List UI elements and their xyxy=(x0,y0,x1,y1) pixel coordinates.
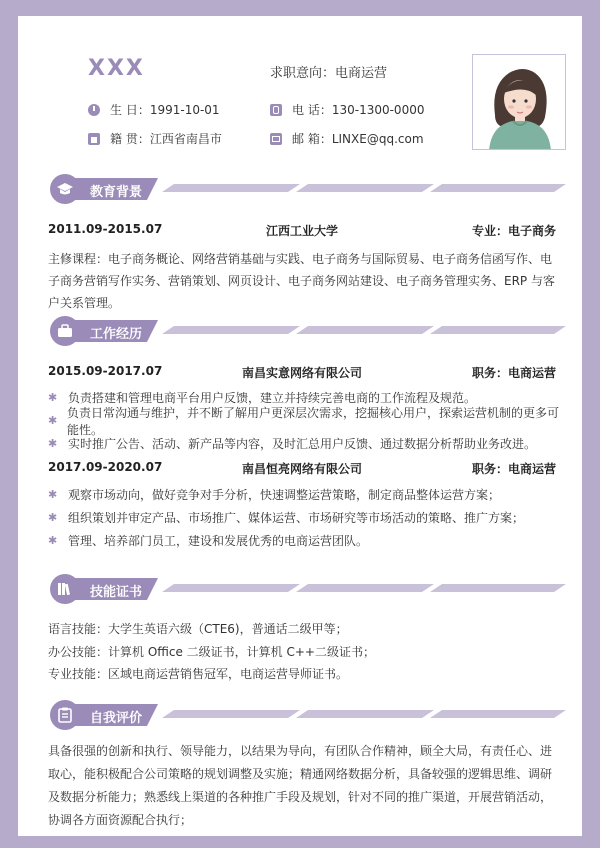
section-divider xyxy=(296,184,434,192)
section-divider xyxy=(296,326,434,334)
education-school: 江西工业大学 xyxy=(265,224,338,238)
native-label: 籍 贯： xyxy=(110,132,150,146)
job-company: 南昌实意网络有限公司 xyxy=(241,366,362,380)
list-item: ✱ 负责日常沟通与维护，并不断了解用户更深层次需求，挖掘核心用户，探索运营机制的更多可能性。 xyxy=(48,405,559,437)
books-icon xyxy=(57,582,73,596)
star-icon: ✱ xyxy=(48,391,58,404)
section-education-header xyxy=(0,174,600,200)
briefcase-icon xyxy=(57,324,73,338)
section-divider xyxy=(296,584,434,592)
native-value: 江西省南昌市 xyxy=(149,132,222,146)
email-row xyxy=(270,130,424,147)
phone-icon xyxy=(270,104,282,116)
section-self-header xyxy=(0,700,600,726)
home-icon xyxy=(88,133,100,145)
clipboard-icon xyxy=(58,707,72,723)
section-divider xyxy=(162,326,300,334)
section-icon-circle xyxy=(50,174,80,204)
section-title: 工作经历 xyxy=(90,327,143,342)
phone-value: 130-1300-0000 xyxy=(331,103,425,117)
star-icon: ✱ xyxy=(48,511,58,524)
job-role: 职务：电商运营 xyxy=(471,366,556,380)
education-date: 2011.09-2015.07 xyxy=(48,222,163,236)
job-objective: 求职意向：电商运营 xyxy=(270,66,388,81)
phone-row xyxy=(270,101,424,118)
candidate-name: XXX xyxy=(88,56,145,81)
section-divider xyxy=(430,710,566,718)
job-company: 南昌恒亮网络有限公司 xyxy=(241,462,362,476)
skill-line: 办公技能：计算机 Office 二级证书，计算机 C++二级证书； xyxy=(48,644,375,659)
phone-label: 电 话： xyxy=(292,103,332,117)
birth-value: 1991-10-01 xyxy=(149,103,220,117)
education-major: 专业：电子商务 xyxy=(471,224,556,238)
clock-icon xyxy=(88,104,100,116)
list-item: ✱ 负责搭建和管理电商平台用户反馈，建立并持续完善电商的工作流程及规范。 xyxy=(48,391,477,405)
birth-row xyxy=(88,101,220,118)
mail-icon xyxy=(270,133,282,145)
job-duties-list xyxy=(48,386,568,455)
section-icon-circle xyxy=(50,316,80,346)
avatar-photo xyxy=(472,54,566,150)
job-role: 职务：电商运营 xyxy=(471,462,556,476)
email-label: 邮 箱： xyxy=(292,132,332,146)
email-value: LINXE@qq.com xyxy=(331,132,424,146)
native-row xyxy=(88,130,222,147)
section-icon-circle xyxy=(50,574,80,604)
job-date: 2017.09-2020.07 xyxy=(48,460,163,474)
list-item: ✱ 管理、培养部门员工，建设和发展优秀的电商运营团队。 xyxy=(48,534,369,548)
star-icon: ✱ xyxy=(48,488,58,501)
section-work-header xyxy=(0,316,600,342)
section-title: 自我评价 xyxy=(90,711,143,726)
skill-line: 专业技能：区域电商运营销售冠军，电商运营导师证书。 xyxy=(48,667,349,681)
section-divider xyxy=(162,184,300,192)
list-item: ✱ 观察市场动向，做好竞争对手分析，快速调整运营策略，制定商品整体运营方案； xyxy=(48,488,501,502)
section-divider xyxy=(162,710,300,718)
education-courses: 主修课程：电子商务概论、网络营销基础与实践、电子商务与国际贸易、电子商务信函写作、电子商务营销写作实务、营销策划、网页设计、电子商务网站建设、电子商务管理实务、ERP 与客户关系管理。 xyxy=(48,252,555,310)
section-divider xyxy=(296,710,434,718)
section-divider xyxy=(430,326,566,334)
star-icon: ✱ xyxy=(48,534,58,547)
section-title: 技能证书 xyxy=(90,585,143,600)
list-item: ✱ 组织策划并审定产品、市场推广、媒体运营、市场研究等市场活动的策略、推广方案； xyxy=(48,511,525,525)
section-divider xyxy=(162,584,300,592)
section-divider xyxy=(430,584,566,592)
list-item: ✱ 实时推广公告、活动、新产品等内容，及时汇总用户反馈、通过数据分析帮助业务改进。 xyxy=(48,437,537,451)
avatar-illustration xyxy=(473,55,566,150)
birth-label: 生 日： xyxy=(110,103,150,117)
graduation-cap-icon xyxy=(57,182,73,196)
self-evaluation-text: 具备很强的创新和执行、领导能力，以结果为导向，有团队合作精神，顾全大局，有责任心、进取心，能积极配合公司策略的规划调整及实施；精通网络数据分析，具备较强的逻辑思维、调研及数据分析能力；熟悉线上渠道的各种推广手段及规划，针对不同的推广渠道，开展营销活动，协调各方面资源配合执行； xyxy=(48,744,553,827)
skills-list xyxy=(48,618,558,686)
section-divider xyxy=(430,184,566,192)
star-icon: ✱ xyxy=(48,414,58,427)
section-icon-circle xyxy=(50,700,80,730)
section-title: 教育背景 xyxy=(90,185,143,200)
star-icon: ✱ xyxy=(48,437,58,450)
job-date: 2015.09-2017.07 xyxy=(48,364,163,378)
section-skills-header xyxy=(0,574,600,600)
skill-line: 语言技能：大学生英语六级（CTE6)，普通话二级甲等； xyxy=(48,622,348,636)
job-duties-list xyxy=(48,483,568,552)
